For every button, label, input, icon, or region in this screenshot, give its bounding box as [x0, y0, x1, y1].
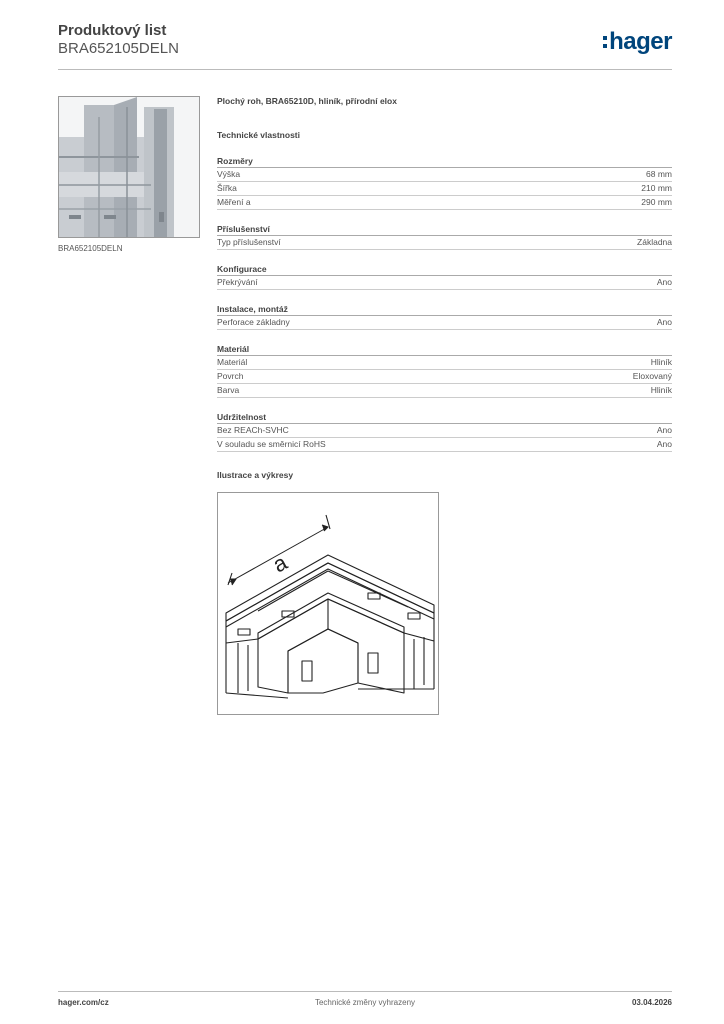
spec-row: [217, 424, 672, 438]
logo-text: hager: [609, 28, 672, 55]
section-material: [217, 344, 672, 398]
product-code: BRA652105DELN: [58, 40, 179, 57]
spec-row: [217, 276, 672, 290]
spec-label: Měření a: [217, 197, 251, 207]
section-accessories: [217, 224, 672, 250]
spec-row: [217, 370, 672, 384]
spec-value: Ano: [656, 277, 672, 287]
spec-label: Barva: [217, 385, 240, 395]
spec-label: Povrch: [217, 371, 244, 381]
spec-label: Typ příslušenství: [217, 237, 281, 247]
spec-row: [217, 196, 672, 210]
illustrations-title: Ilustrace a výkresy: [217, 470, 294, 480]
spec-label: Materiál: [217, 357, 248, 367]
section-configuration: [217, 264, 672, 290]
technical-drawing-image: [218, 493, 440, 716]
spec-label: V souladu se směrnicí RoHS: [217, 439, 326, 449]
spec-row: [217, 168, 672, 182]
logo-dots-icon: [603, 34, 607, 50]
spec-value: Ano: [656, 439, 672, 449]
page-header: [58, 22, 672, 70]
spec-label: Bez REACh-SVHC: [217, 425, 289, 435]
section-title: Příslušenství: [217, 224, 672, 236]
tech-properties-title: Technické vlastnosti: [217, 130, 300, 140]
spec-row: [217, 438, 672, 452]
spec-label: Perforace základny: [217, 317, 290, 327]
header-divider: [58, 69, 672, 70]
footer-notice: Technické změny vyhrazeny: [314, 998, 416, 1007]
spec-label: Výška: [217, 169, 241, 179]
section-title: Konfigurace: [217, 264, 672, 276]
hager-logo[interactable]: [603, 28, 672, 56]
spec-label: Překrývání: [217, 277, 258, 287]
footer-divider: [58, 991, 672, 992]
document-title: Produktový list: [58, 22, 167, 39]
dimension-label: a: [268, 549, 292, 578]
spec-value: 210 mm: [641, 183, 672, 193]
spec-row: [217, 316, 672, 330]
spec-value: Ano: [656, 317, 672, 327]
product-photo: [58, 96, 200, 238]
technical-drawing: [217, 492, 439, 715]
spec-row: [217, 236, 672, 250]
spec-value: Ano: [656, 425, 672, 435]
section-sustainability: [217, 412, 672, 452]
section-title: Udržitelnost: [217, 412, 672, 424]
spec-row: [217, 356, 672, 370]
spec-value: 68 mm: [646, 169, 672, 179]
spec-value: Eloxovaný: [632, 371, 672, 381]
section-title: Instalace, montáž: [217, 304, 672, 316]
footer-website-link[interactable]: hager.com/cz: [58, 998, 109, 1007]
product-photo-image: [59, 97, 200, 238]
section-title: Materiál: [217, 344, 672, 356]
spec-value: 290 mm: [641, 197, 672, 207]
spec-value: Hliník: [650, 357, 672, 367]
spec-row: [217, 182, 672, 196]
photo-caption: BRA652105DELN: [58, 244, 123, 253]
footer-date: 03.04.2026: [631, 998, 672, 1007]
spec-value: Základna: [637, 237, 672, 247]
spec-row: [217, 384, 672, 398]
spec-label: Šířka: [217, 183, 237, 193]
main-content: [217, 96, 672, 480]
section-dimensions: [217, 156, 672, 210]
section-title: Rozměry: [217, 156, 672, 168]
spec-value: Hliník: [650, 385, 672, 395]
product-name: Plochý roh, BRA65210D, hliník, přírodní elox: [217, 96, 397, 106]
section-installation: [217, 304, 672, 330]
